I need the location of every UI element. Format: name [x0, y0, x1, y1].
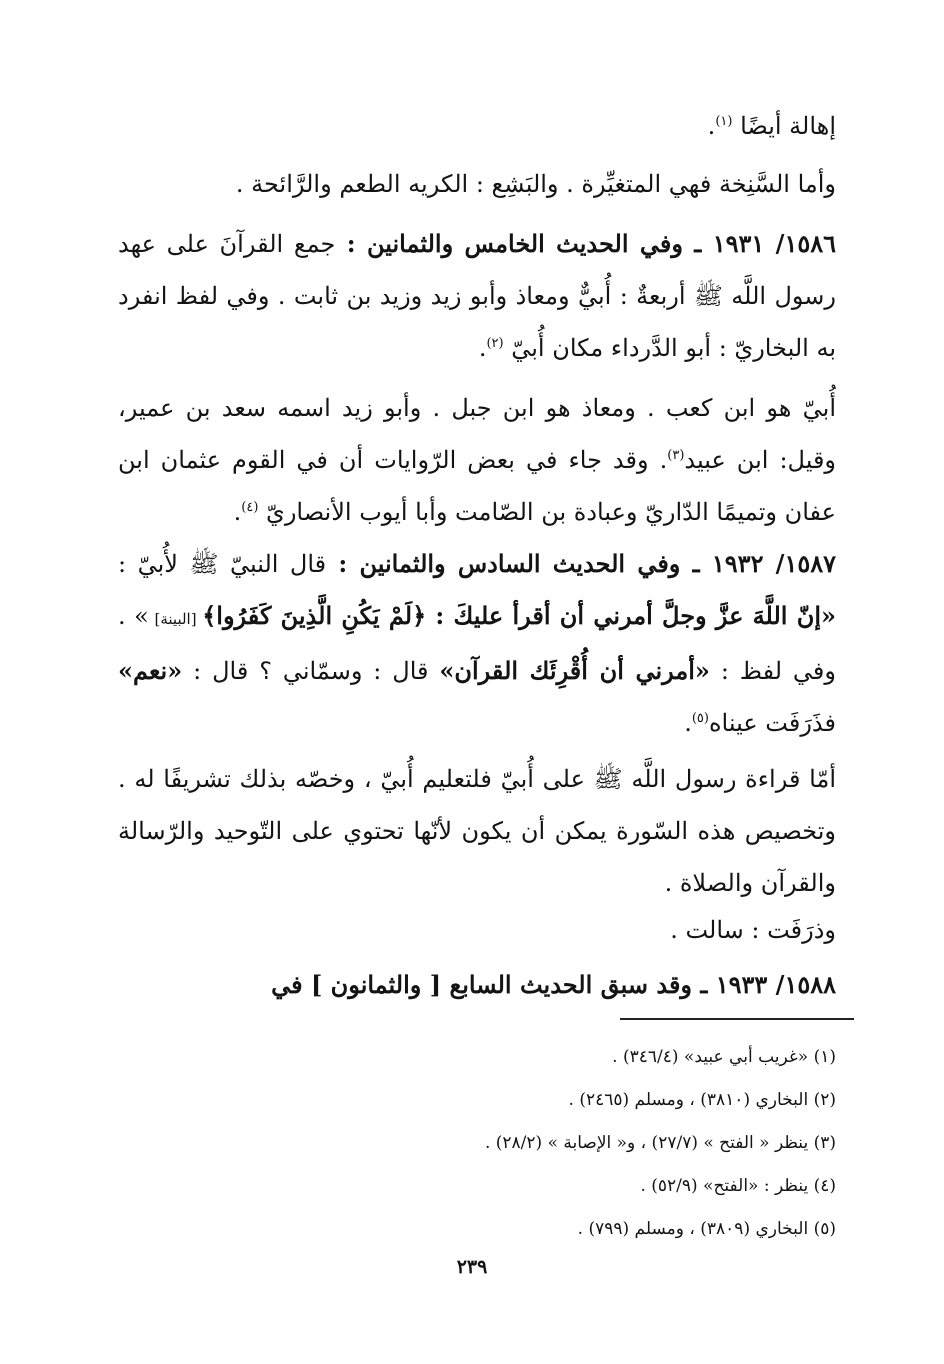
- paragraph-3-end: .: [233, 498, 242, 526]
- hadith-1588-title: ـ وقد سبق الحديث السابع [ والثمانون ] في: [271, 970, 716, 999]
- hadith-1587-text-2: » . وفي لفظ :: [118, 602, 836, 685]
- hadith-1587-quote-3: «نعم»: [118, 656, 183, 685]
- paragraph-4: أمّا قراءة رسول اللَّه ﷺ على أُبيّ فلتعليم أُبيّ ، وخصّه بذلك تشريفًا له . وتخصيص هذه السّورة يمكن أن يكون لأنّها تحتوي على التّوحيد والرّسالة والقرآن والصلاة .: [118, 765, 836, 897]
- paragraph-1: [118, 100, 836, 152]
- footnotes: [118, 1036, 836, 1251]
- page-number: ٢٣٩: [456, 1256, 488, 1278]
- footnote-4: (٤) ينظر : «الفتح» (٥٢/٩) .: [640, 1176, 836, 1196]
- hadith-1587-number: ١٥٨٧/ ١٩٣٢: [711, 549, 837, 578]
- paragraph-3: [118, 382, 836, 538]
- hadith-1587-title: ـ وفي الحديث السادس والثمانين :: [326, 549, 712, 578]
- footnote-5: (٥) البخاري (٣٨٠٩) ، ومسلم (٧٩٩) .: [577, 1219, 836, 1239]
- footnote-3: (٣) ينظر « الفتح » (٢٧/٧) ، و« الإصابة » (٢٨/٢) .: [484, 1133, 836, 1153]
- footnote-1: (١) «غريب أبي عبيد» (٣٤٦/٤) .: [612, 1047, 836, 1067]
- hadith-1588-number: ١٥٨٨/ ١٩٣٣: [715, 970, 836, 999]
- paragraph-2: وأما السَّنِخة فهي المتغيِّرة . والبَشِع : الكريه الطعم والرَّائحة .: [235, 170, 836, 198]
- hadith-1587-quote-1: «إنّ اللَّهَ عزَّ وجلَّ أمرني أن أقرأ عليكَ : ﴿لَمْ يَكُنِ الَّذِينَ كَفَرُوا﴾: [202, 601, 837, 630]
- footnote-2: (٢) البخاري (٣٨١٠) ، ومسلم (٢٤٦٥) .: [568, 1090, 836, 1110]
- hadith-1587: [118, 538, 836, 749]
- hadith-1587-end: .: [684, 709, 692, 737]
- hadith-1586-end: .: [478, 334, 487, 362]
- footnote-ref-4: (٤): [241, 500, 259, 515]
- hadith-1586: [118, 218, 836, 374]
- footnote-ref-5: (٥): [691, 711, 709, 726]
- hadith-1586-title: ـ وفي الحديث الخامس والثمانين :: [335, 229, 713, 258]
- footnote-ref-2: (٢): [486, 336, 504, 351]
- hadith-1587-text-1: قال النبيّ ﷺ لأُبيّ :: [118, 550, 327, 578]
- paragraph-5: وذرَفَت : سالت .: [670, 916, 836, 944]
- hadith-1587-text-3: قال : وسمّاني ؟ قال :: [182, 657, 440, 685]
- paragraph-1-end: .: [707, 112, 716, 140]
- hadith-1586-text: جمع القرآنَ على عهد رسول اللَّه ﷺ أربعةٌ : أُبيٌّ ومعاذ وأبو زيد وزيد بن ثابت . وفي لفظ انفرد به البخاريّ : أبو الدَّرداء مكان أُبيّ: [118, 230, 836, 362]
- paragraph-3-text: أُبيّ هو ابن كعب . ومعاذ هو ابن جبل . وأبو زيد اسمه سعد بن عمير، وقيل: ابن عبيد: [118, 394, 837, 474]
- paragraph-3-mid: . وقد جاء في بعض الرّوايات أن في القوم عثمان ابن عفان وتميمًا الدّاريّ وعبادة بن الصّامت وأبا أيوب الأنصاريّ: [118, 446, 836, 526]
- hadith-1586-number: ١٥٨٦/ ١٩٣١: [712, 229, 837, 258]
- footnote-divider: [620, 1018, 854, 1020]
- footnote-ref-1: (١): [715, 114, 733, 129]
- main-text: [118, 100, 836, 1011]
- hadith-1588: [118, 959, 836, 1011]
- surah-reference: [البينة]: [148, 610, 203, 628]
- footnote-ref-3: (٣): [667, 448, 685, 463]
- paragraph-1-text: إهالة أيضًا: [732, 112, 836, 140]
- hadith-1587-quote-2: «أمرني أن أُقْرِئَك القرآن»: [439, 656, 710, 685]
- hadith-1587-text-4: فذَرَفَت عيناه: [708, 709, 836, 737]
